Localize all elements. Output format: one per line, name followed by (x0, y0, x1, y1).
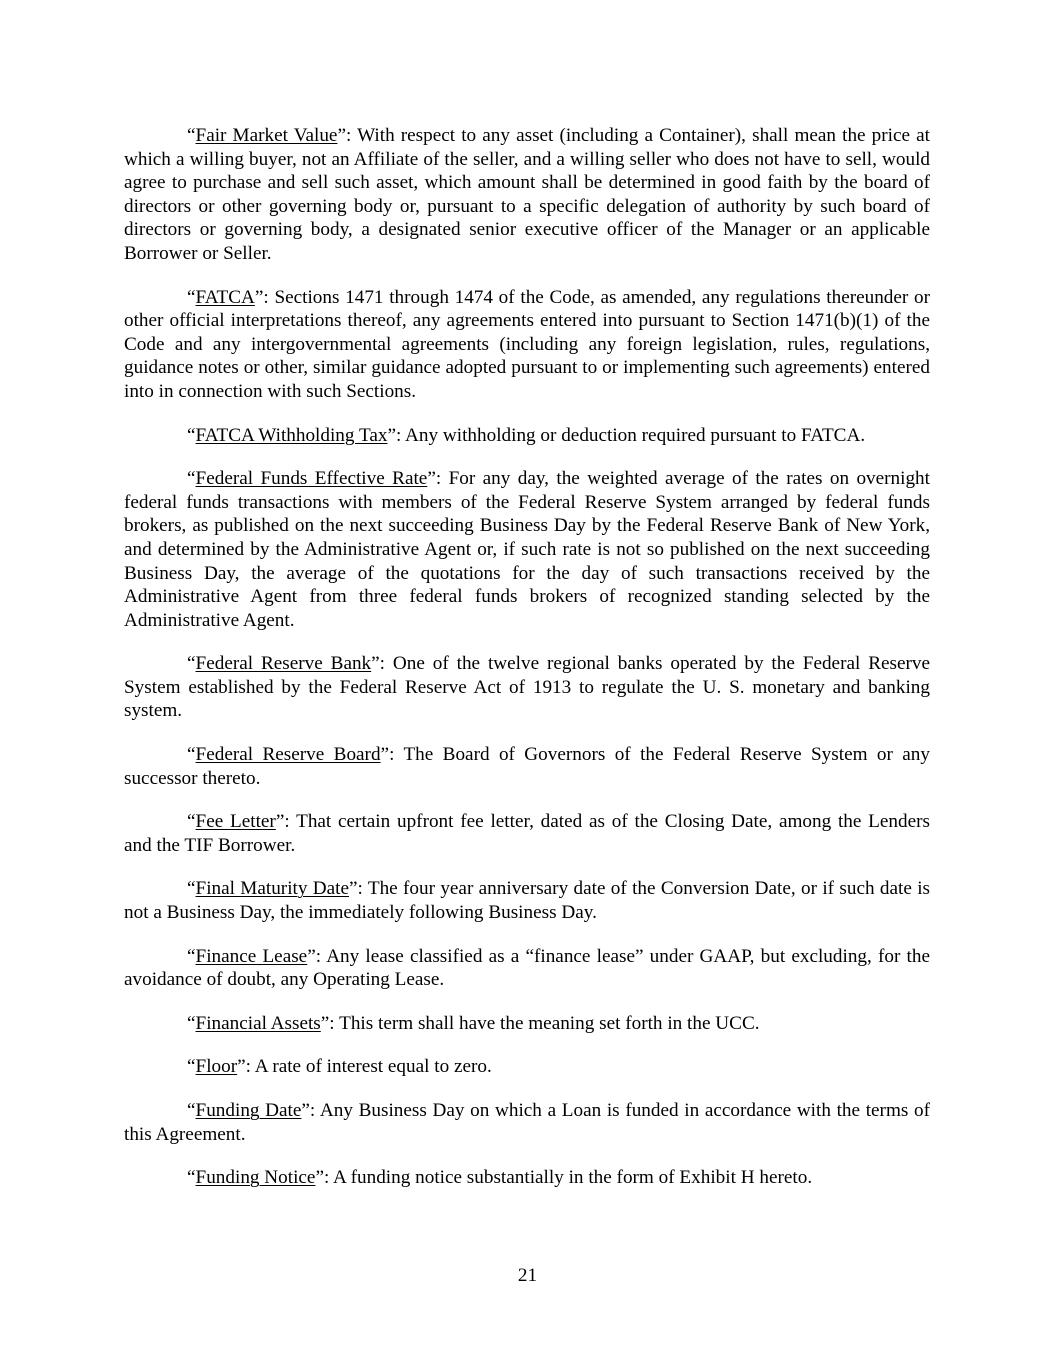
definition-body: A funding notice substantially in the form of Exhibit H hereto. (333, 1167, 813, 1189)
definition-body: That certain upfront fee letter, dated as of the Closing Date, among the Lenders and the TIF Borrower. (124, 811, 930, 856)
definition-separator: ”: (307, 945, 327, 967)
definition-final-maturity-date: “Final Maturity Date”: The four year anniversary date of the Conversion Date, or if such date is not a Business Day, the immediately following Business Day. (124, 878, 930, 924)
defined-term: Funding Notice (195, 1167, 316, 1189)
defined-term: Federal Reserve Board (195, 744, 381, 766)
definition-federal-funds-effective-rate: “Federal Funds Effective Rate”: For any day, the weighted average of the rates on overnight federal funds transactions with members of the Federal Reserve System arranged by federal funds brokers, as published on the next succeeding Business Day by the Federal Reserve Bank of New York, and determined by the Administrative Agent or, if such rate is not so published on the next succeeding Business Day, the average of the quotations for the day of such transactions received by the Administrative Agent from three federal funds brokers of recognized standing selected by the Administrative Agent. (124, 468, 930, 631)
definition-separator: ”: (371, 653, 393, 675)
definition-body: A rate of interest equal to zero. (254, 1056, 492, 1078)
definition-fatca-withholding-tax: “FATCA Withholding Tax”: Any withholding or deduction required pursuant to FATCA. (187, 424, 866, 446)
defined-term: Finance Lease (195, 945, 308, 967)
defined-term: FATCA Withholding Tax (195, 424, 388, 446)
definition-separator: ”: (237, 1056, 255, 1078)
definition-floor: “Floor”: A rate of interest equal to zero. (187, 1056, 492, 1078)
defined-term: Fair Market Value (195, 125, 338, 146)
definition-body: For any day, the weighted average of the rates on overnight federal funds transactions with members of the Federal Reserve System arranged by federal funds brokers, as published on the next succeeding Business Day by the Federal Reserve Bank of New York, and determined by the Administrative Agent or, if such rate is not so published on the next succeeding Business Day, the average of the quotations for the day of such transactions received by the Administrative Agent from three federal funds brokers of recognized standing selected by the Administrative Agent. (124, 468, 930, 631)
definition-separator: ”: (427, 468, 449, 490)
definition-finance-lease: “Finance Lease”: Any lease classified as a “finance lease” under GAAP, but excluding, for the avoidance of doubt, any Operating Lease. (124, 945, 930, 991)
definition-separator: ”: (254, 286, 275, 308)
document-page (124, 124, 930, 1210)
definition-body: Any Business Day on which a Loan is funded in accordance with the terms of this Agreement. (124, 1100, 930, 1145)
definition-funding-date: “Funding Date”: Any Business Day on which a Loan is funded in accordance with the terms of this Agreement. (124, 1100, 930, 1145)
definition-separator: ”: (320, 1012, 340, 1034)
definition-body: Sections 1471 through 1474 of the Code, as amended, any regulations thereunder or other official interpretations thereof, any agreements entered into pursuant to Section 1471(b)(1) of the Code and any intergovernmental agreements (including any foreign legislation, rules, regulations, guidance notes or other, similar guidance adopted pursuant to or implementing such agreements) entered into in connection with such Sections. (124, 286, 930, 402)
defined-term: Fee Letter (195, 811, 276, 833)
defined-term: Floor (195, 1056, 238, 1078)
definition-separator: ”: (315, 1167, 334, 1189)
defined-term: Funding Date (195, 1100, 302, 1121)
defined-term: Final Maturity Date (195, 878, 350, 900)
definition-body: With respect to any asset (including a Container), shall mean the price at which a willing buyer, not an Affiliate of the seller, and a willing seller who does not have to sell, would agree to purchase and sell such asset, which amount shall be determined in good faith by the board of directors or other governing body or, pursuant to a specific delegation of authority by such board of directors or governing body, a designated senior executive officer of the Manager or an applicable Borrower or Seller. (124, 125, 930, 264)
definition-financial-assets: “Financial Assets”: This term shall have the meaning set forth in the UCC. (187, 1012, 760, 1034)
definition-fatca: “FATCA”: Sections 1471 through 1474 of the Code, as amended, any regulations thereunder or other official interpretations thereof, any agreements entered into pursuant to Section 1471(b)(1) of the Code and any intergovernmental agreements (including any foreign legislation, rules, regulations, guidance notes or other, similar guidance adopted pursuant to or implementing such agreements) entered into in connection with such Sections. (124, 286, 930, 402)
definition-federal-reserve-bank: “Federal Reserve Bank”: One of the twelve regional banks operated by the Federal Reserve System established by the Federal Reserve Act of 1913 to regulate the U. S. monetary and banking system. (124, 653, 930, 722)
definition-separator: ”: (380, 744, 404, 766)
definition-body: Any withholding or deduction required pursuant to FATCA. (405, 424, 866, 446)
definition-body: The Board of Governors of the Federal Reserve System or any successor thereto. (124, 744, 930, 789)
definition-separator: ”: (301, 1100, 320, 1121)
definition-body: The four year anniversary date of the Conversion Date, or if such date is not a Business Day, the immediately following Business Day. (124, 878, 930, 924)
definition-body: This term shall have the meaning set forth in the UCC. (339, 1012, 760, 1034)
definition-separator: ”: (349, 878, 368, 900)
defined-term: Federal Funds Effective Rate (195, 468, 428, 490)
defined-term: Federal Reserve Bank (195, 653, 372, 675)
definition-federal-reserve-board: “Federal Reserve Board”: The Board of Governors of the Federal Reserve System or any successor thereto. (124, 744, 930, 789)
defined-term: Financial Assets (195, 1012, 321, 1034)
definition-body: Any lease classified as a “finance lease” under GAAP, but excluding, for the avoidance of doubt, any Operating Lease. (124, 945, 930, 991)
definition-body: One of the twelve regional banks operated by the Federal Reserve System established by the Federal Reserve Act of 1913 to regulate the U. S. monetary and banking system. (124, 653, 930, 722)
defined-term: FATCA (195, 286, 255, 308)
definition-funding-notice: “Funding Notice”: A funding notice substantially in the form of Exhibit H hereto. (187, 1167, 813, 1189)
definition-separator: ”: (275, 811, 297, 833)
definition-separator: ”: (337, 125, 358, 146)
definition-fee-letter: “Fee Letter”: That certain upfront fee letter, dated as of the Closing Date, among the Lenders and the TIF Borrower. (124, 811, 930, 856)
definition-fair-market-value: “Fair Market Value”: With respect to any asset (including a Container), shall mean the price at which a willing buyer, not an Affiliate of the seller, and a willing seller who does not have to sell, would agree to purchase and sell such asset, which amount shall be determined in good faith by the board of directors or other governing body or, pursuant to a specific delegation of authority by such board of directors or governing body, a designated senior executive officer of the Manager or an applicable Borrower or Seller. (124, 125, 930, 264)
definition-separator: ”: (387, 424, 406, 446)
page-number: 21 (517, 1265, 538, 1286)
